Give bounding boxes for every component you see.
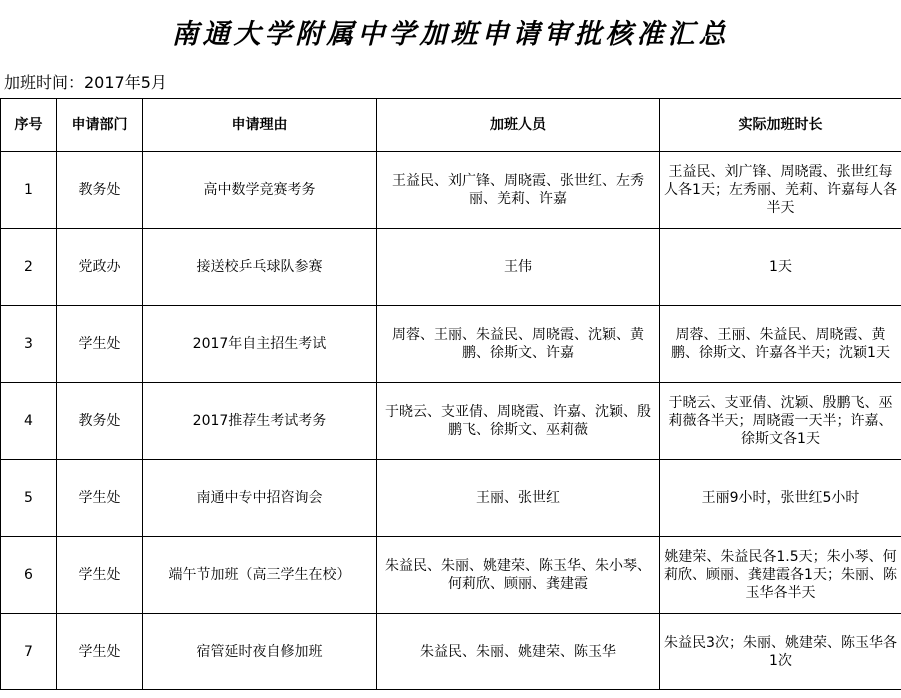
table-row [1, 383, 901, 460]
row-department: 教务处 [57, 152, 143, 229]
row-reason: 2017推荐生考试考务 [143, 383, 377, 460]
row-number: 1 [1, 152, 57, 229]
row-reason: 宿管延时夜自修加班 [143, 614, 377, 690]
row-number: 4 [1, 383, 57, 460]
overtime-table [0, 98, 901, 690]
row-duration: 于晓云、支亚倩、沈颖、殷鹏飞、巫莉薇各半天；周晓霞一天半；许嘉、徐斯文各1天 [660, 383, 901, 460]
row-duration: 朱益民3次；朱丽、姚建荣、陈玉华各1次 [660, 614, 901, 690]
row-reason: 接送校乒乓球队参赛 [143, 229, 377, 306]
row-department: 党政办 [57, 229, 143, 306]
row-department: 学生处 [57, 614, 143, 690]
row-reason: 端午节加班（高三学生在校） [143, 537, 377, 614]
table-row [1, 614, 901, 690]
row-duration: 王益民、刘广锋、周晓霞、张世红每人各1天；左秀丽、羌莉、许嘉每人各半天 [660, 152, 901, 229]
table-row [1, 229, 901, 306]
row-number: 2 [1, 229, 57, 306]
column-header-dept: 申请部门 [57, 99, 143, 152]
row-number: 5 [1, 460, 57, 537]
row-staff: 于晓云、支亚倩、周晓霞、许嘉、沈颖、殷鹏飞、徐斯文、巫莉薇 [377, 383, 660, 460]
row-number: 7 [1, 614, 57, 690]
table-row [1, 152, 901, 229]
row-staff: 王丽、张世红 [377, 460, 660, 537]
report-title: 南通大学附属中学加班申请审批核准汇总 [171, 19, 730, 50]
row-staff: 王伟 [377, 229, 660, 306]
row-department: 教务处 [57, 383, 143, 460]
table-header-row [1, 99, 901, 152]
row-staff: 王益民、刘广锋、周晓霞、张世红、左秀丽、羌莉、许嘉 [377, 152, 660, 229]
column-header-reason: 申请理由 [143, 99, 377, 152]
row-department: 学生处 [57, 537, 143, 614]
row-department: 学生处 [57, 460, 143, 537]
row-duration: 1天 [660, 229, 901, 306]
table-row [1, 537, 901, 614]
row-duration: 王丽9小时，张世红5小时 [660, 460, 901, 537]
table-row [1, 306, 901, 383]
table-row [1, 460, 901, 537]
row-duration: 周蓉、王丽、朱益民、周晓霞、黄鹏、徐斯文、许嘉各半天；沈颖1天 [660, 306, 901, 383]
column-header-no: 序号 [1, 99, 57, 152]
row-reason: 高中数学竞赛考务 [143, 152, 377, 229]
row-department: 学生处 [57, 306, 143, 383]
row-staff: 朱益民、朱丽、姚建荣、陈玉华、朱小琴、何莉欣、顾丽、龚建霞 [377, 537, 660, 614]
row-reason: 南通中专中招咨询会 [143, 460, 377, 537]
row-number: 3 [1, 306, 57, 383]
row-staff: 朱益民、朱丽、姚建荣、陈玉华 [377, 614, 660, 690]
row-staff: 周蓉、王丽、朱益民、周晓霞、沈颖、黄鹏、徐斯文、许嘉 [377, 306, 660, 383]
overtime-period: 加班时间：2017年5月 [4, 73, 167, 92]
row-duration: 姚建荣、朱益民各1.5天；朱小琴、何莉欣、顾丽、龚建霞各1天；朱丽、陈玉华各半天 [660, 537, 901, 614]
row-reason: 2017年自主招生考试 [143, 306, 377, 383]
column-header-staff: 加班人员 [377, 99, 660, 152]
row-number: 6 [1, 537, 57, 614]
column-header-duration: 实际加班时长 [660, 99, 901, 152]
